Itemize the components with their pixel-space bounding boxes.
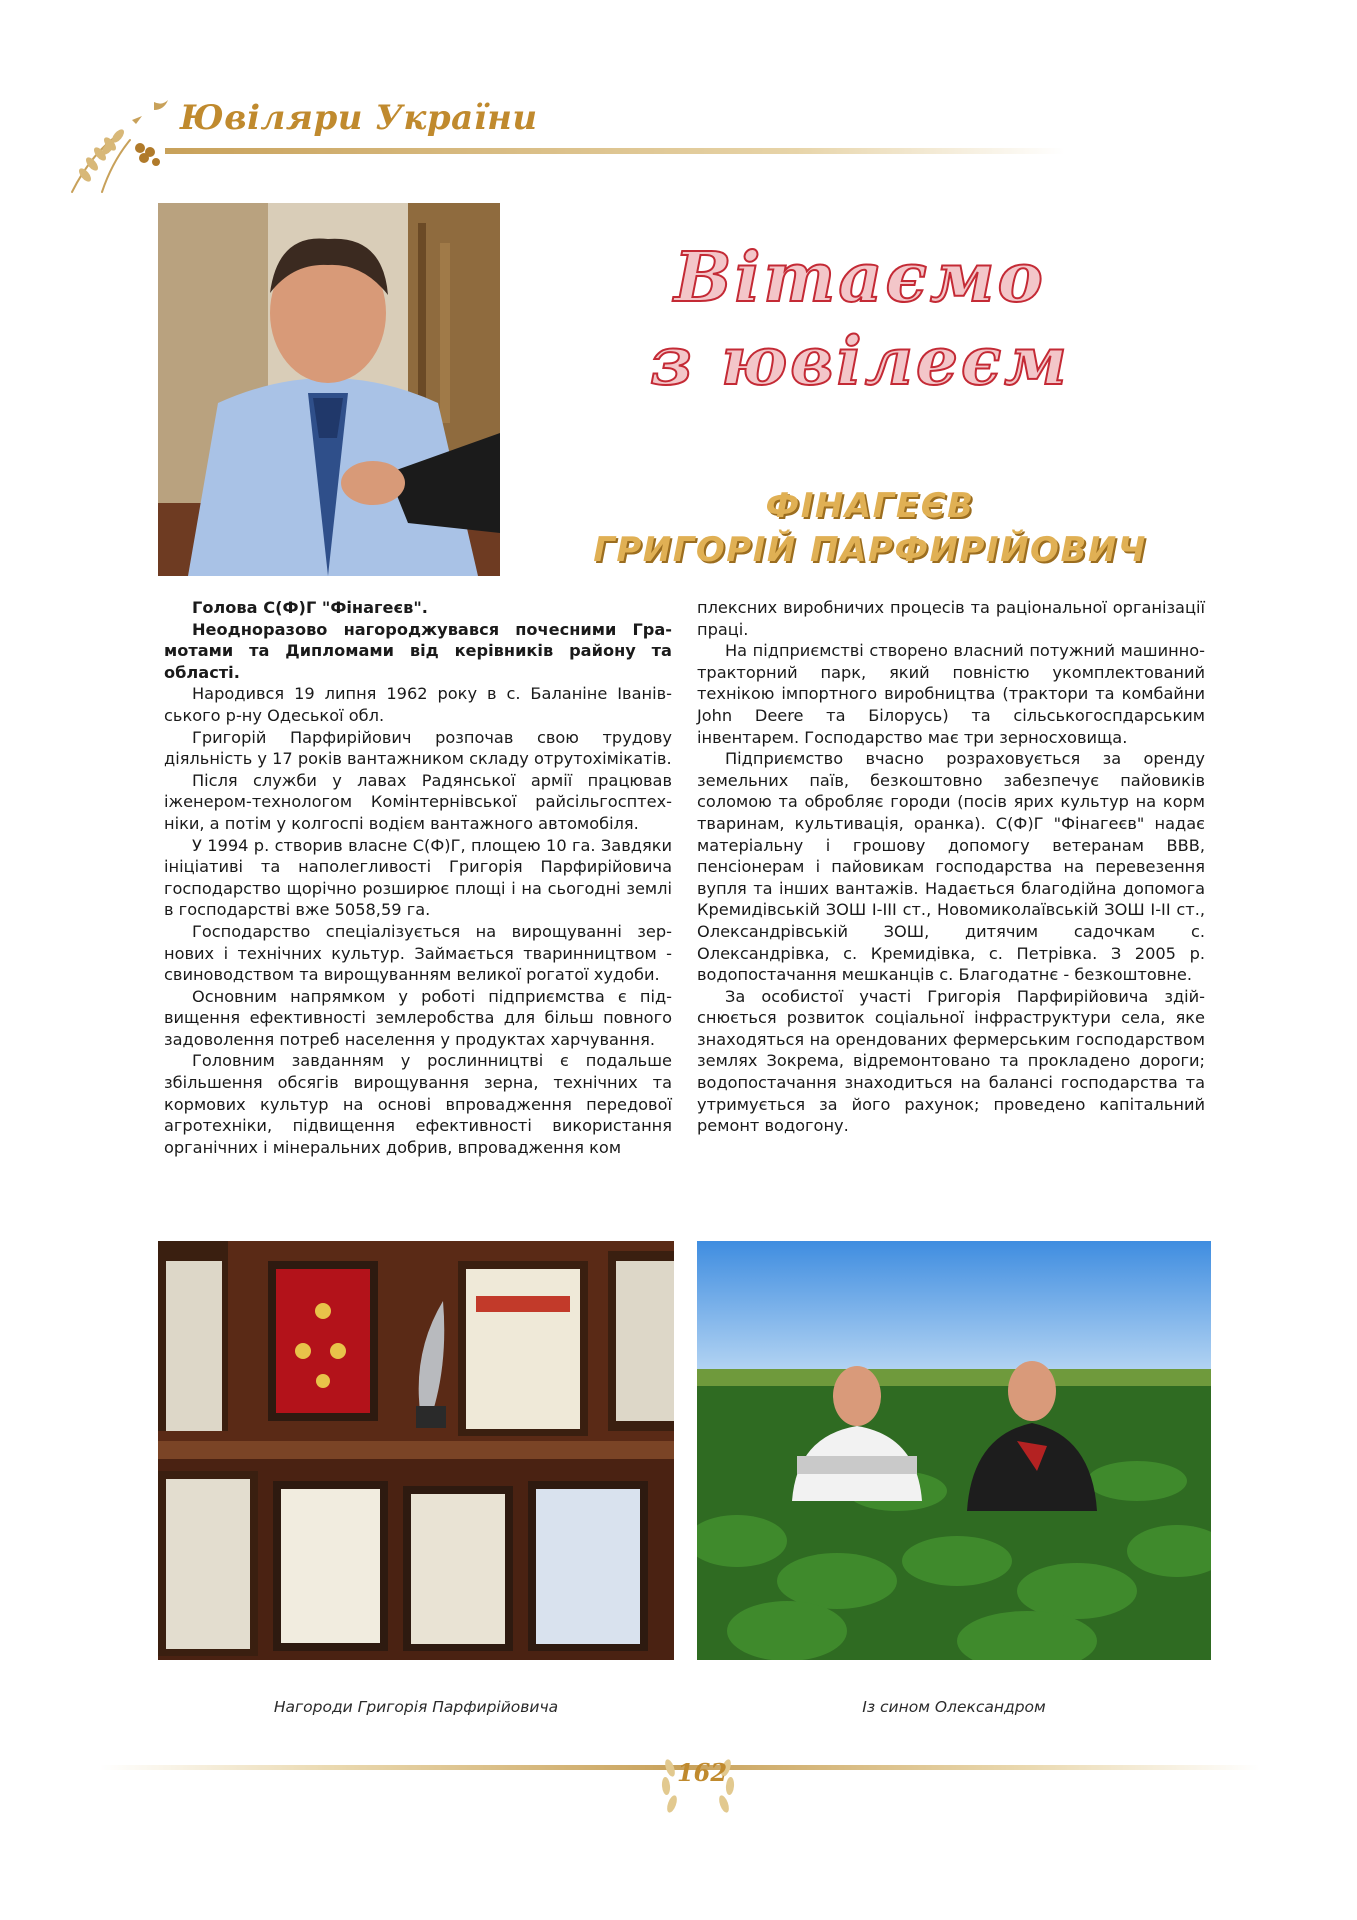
running-title: Ювіляри України [180,98,538,138]
person-given-names: ГРИГОРІЙ ПАРФИРІЙОВИЧ [593,530,1147,570]
person-surname: ФІНАГЕЄВ [765,486,975,526]
portrait-photo [158,203,500,576]
field-illustration [697,1241,1211,1660]
article-column-right [697,597,1205,1137]
paragraph: Неодноразово нагороджувався почесними Грамотами та Дипломами від керівників району та області. [164,619,672,682]
greeting-title-line1: Вітаємо [674,238,1046,318]
paragraph: Григорій Парфирійович розпочав свою трудову діяльність у 17 років вантажником складу отрутохімікатів. [164,727,672,769]
paragraph: Підприємство вчасно розраховується за оренду земельних паїв, безкоштовно забезпечує пайовиків соломою та обробляє городи (посів ярих культур на корм тваринам, культивація, оранка). С(Ф)Г "Фінагеєв" надає матеріальну і грошову допомогу ветеранам ВВВ, пенсіонерам і пайовикам господарства на перевезення вупля та інших вантажів. Надається благодійна допомога Кремидівській ЗОШ І-ІІІ ст., Новомиколаївській ЗОШ І-ІІ ст., Олександрівській ЗОШ, дитячим садочкам с. Олександрівка, с. Кремидівка, с. Петрівка. З 2005 р. водопостачання мешканців с. Благодатнє - безкоштовне. [697,749,1205,985]
field-photo [697,1241,1211,1660]
awards-photo [158,1241,674,1660]
awards-illustration [158,1241,674,1660]
paragraph: На підприємстві створено власний потужний машинно-тракторний парк, який повністю укомплектований технікою імпортного виробництва (трактори та комбайни John Deere та Білорусь) та сільськогоспдарським інвентарем. Господарство має три зерносховища. [697,641,1205,747]
paragraph: У 1994 р. створив власне С(Ф)Г, площею 10 га. Завдяки ініціативі та наполегливості Григорія Парфирійовича господарство щорічно розширює площі і на сьогодні землі в господарстві вже 5058,59 га. [164,835,672,920]
paragraph: Господарство спеціалізується на вирощуванні зернових і технічних культур. Займається тваринництвом - свиноводством та вирощуванням великої рогатої худоби. [164,921,672,985]
paragraph: Голова С(Ф)Г "Фінагеєв". [192,598,428,617]
paragraph: За особистої участі Григорія Парфирійовича здійснюється розвиток соціальної інфраструктури села, яке знаходяться на орендованих фермерським господарством землях Зокрема, відремонтовано та прокладено дороги; водопостачання знаходиться на балансі господарства та утримується за його рахунок; проведено капітальний ремонт водогону. [697,986,1205,1136]
paragraph: Після служби у лавах Радянської армії працював іженером-технологом Комінтернівської райсільгосптехніки, а потім у колгоспі водієм вантажного автомобіля. [164,770,672,833]
greeting-title-line2: з ювілеєм [650,322,1070,400]
paragraph: Основним напрямком у роботі підприємства є підвищення ефективності землеробства для більш повного задоволення потреб населення у продуктах харчування. [164,986,672,1049]
field-photo-caption: Із сином Олександром [862,1698,1046,1716]
awards-photo-caption: Нагороди Григорія Парфирійовича [273,1698,559,1716]
portrait-illustration [158,203,500,576]
paragraph: плексних виробничих процесів та раціональної організації праці. [697,598,1205,639]
paragraph: Головним завданням у рослинництві є подальше збільшення обсягів вирощування зерна, технічних та кормових культур на основі впровадження передової агротехніки, підвищення ефективності використання органічних і мінеральних добрив, впровадження ком [164,1051,672,1157]
paragraph: Народився 19 липня 1962 року в с. Баланіне Іванівського р-ну Одеської обл. [164,684,672,725]
wheat-sprig-ornament-icon [52,92,172,202]
header-divider [165,148,1065,154]
page-number: 162 [676,1758,728,1787]
article-column-left [164,597,672,1158]
